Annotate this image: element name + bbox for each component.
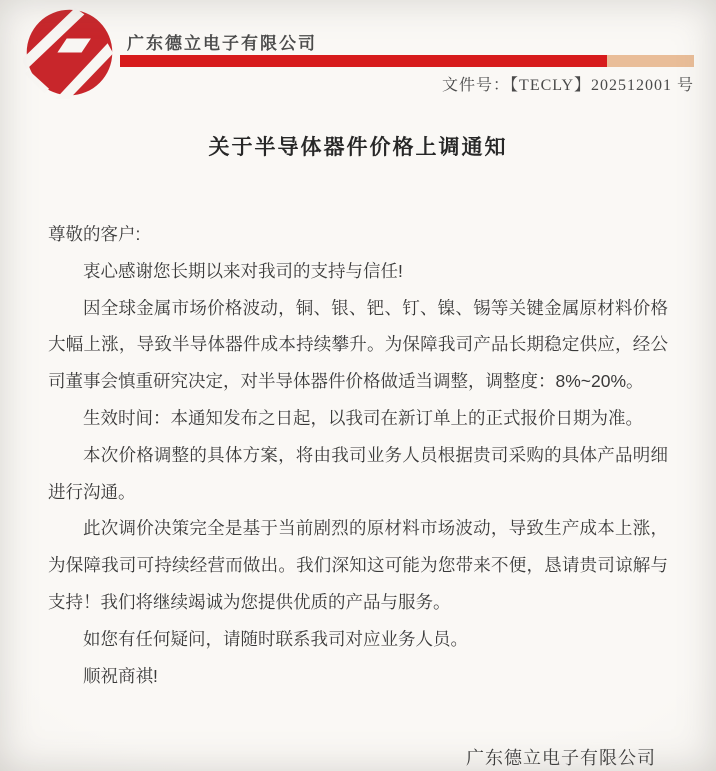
- paragraph-closing: 顺祝商祺!: [83, 665, 158, 686]
- letterhead: [0, 0, 716, 105]
- paragraph-apology: 此次调价决策完全是基于当前剧烈的原材料市场波动，导致生产成本上涨，为保障我司可持续经营而做出。我们深知这可能为您带来不便，恳请贵司谅解与支持！我们将继续竭诚为您提供优质的产品与服务。: [48, 518, 668, 612]
- notice-body: [48, 216, 668, 771]
- signature-company-name: 广东德立电子有限公司: [466, 748, 656, 769]
- salutation: 尊敬的客户:: [48, 224, 141, 244]
- notice-title: 关于半导体器件价格上调通知: [208, 136, 508, 159]
- paragraph-thanks: 衷心感谢您长期以来对我司的支持与信任!: [83, 260, 403, 281]
- paragraph-reason: 因全球金属市场价格波动，铜、银、钯、钉、镍、锡等关键金属原材料价格大幅上涨，导致半导体器件成本持续攀升。为保障我司产品长期稳定供应，经公司董事会慎重研究决定，对半导体器件价格做适当调整，调整度：8%~20%。: [48, 297, 668, 392]
- header-rule-peach-segment: [607, 55, 694, 67]
- paragraph-plan: 本次价格调整的具体方案，将由我司业务人员根据贵司采购的具体产品明细进行沟通。: [48, 444, 668, 502]
- paragraph-contact: 如您有任何疑问，请随时联系我司对应业务人员。: [83, 628, 468, 649]
- paragraph-effective-date: 生效时间：本通知发布之日起，以我司在新订单上的正式报价日期为准。: [83, 407, 643, 428]
- company-name: 广东德立电子有限公司: [127, 34, 317, 53]
- header-rule: [120, 55, 694, 67]
- header-rule-red-segment: [120, 55, 607, 67]
- document-number: 文件号：【TECLY】202512001 号: [442, 77, 694, 94]
- company-logo-icon: [23, 6, 116, 99]
